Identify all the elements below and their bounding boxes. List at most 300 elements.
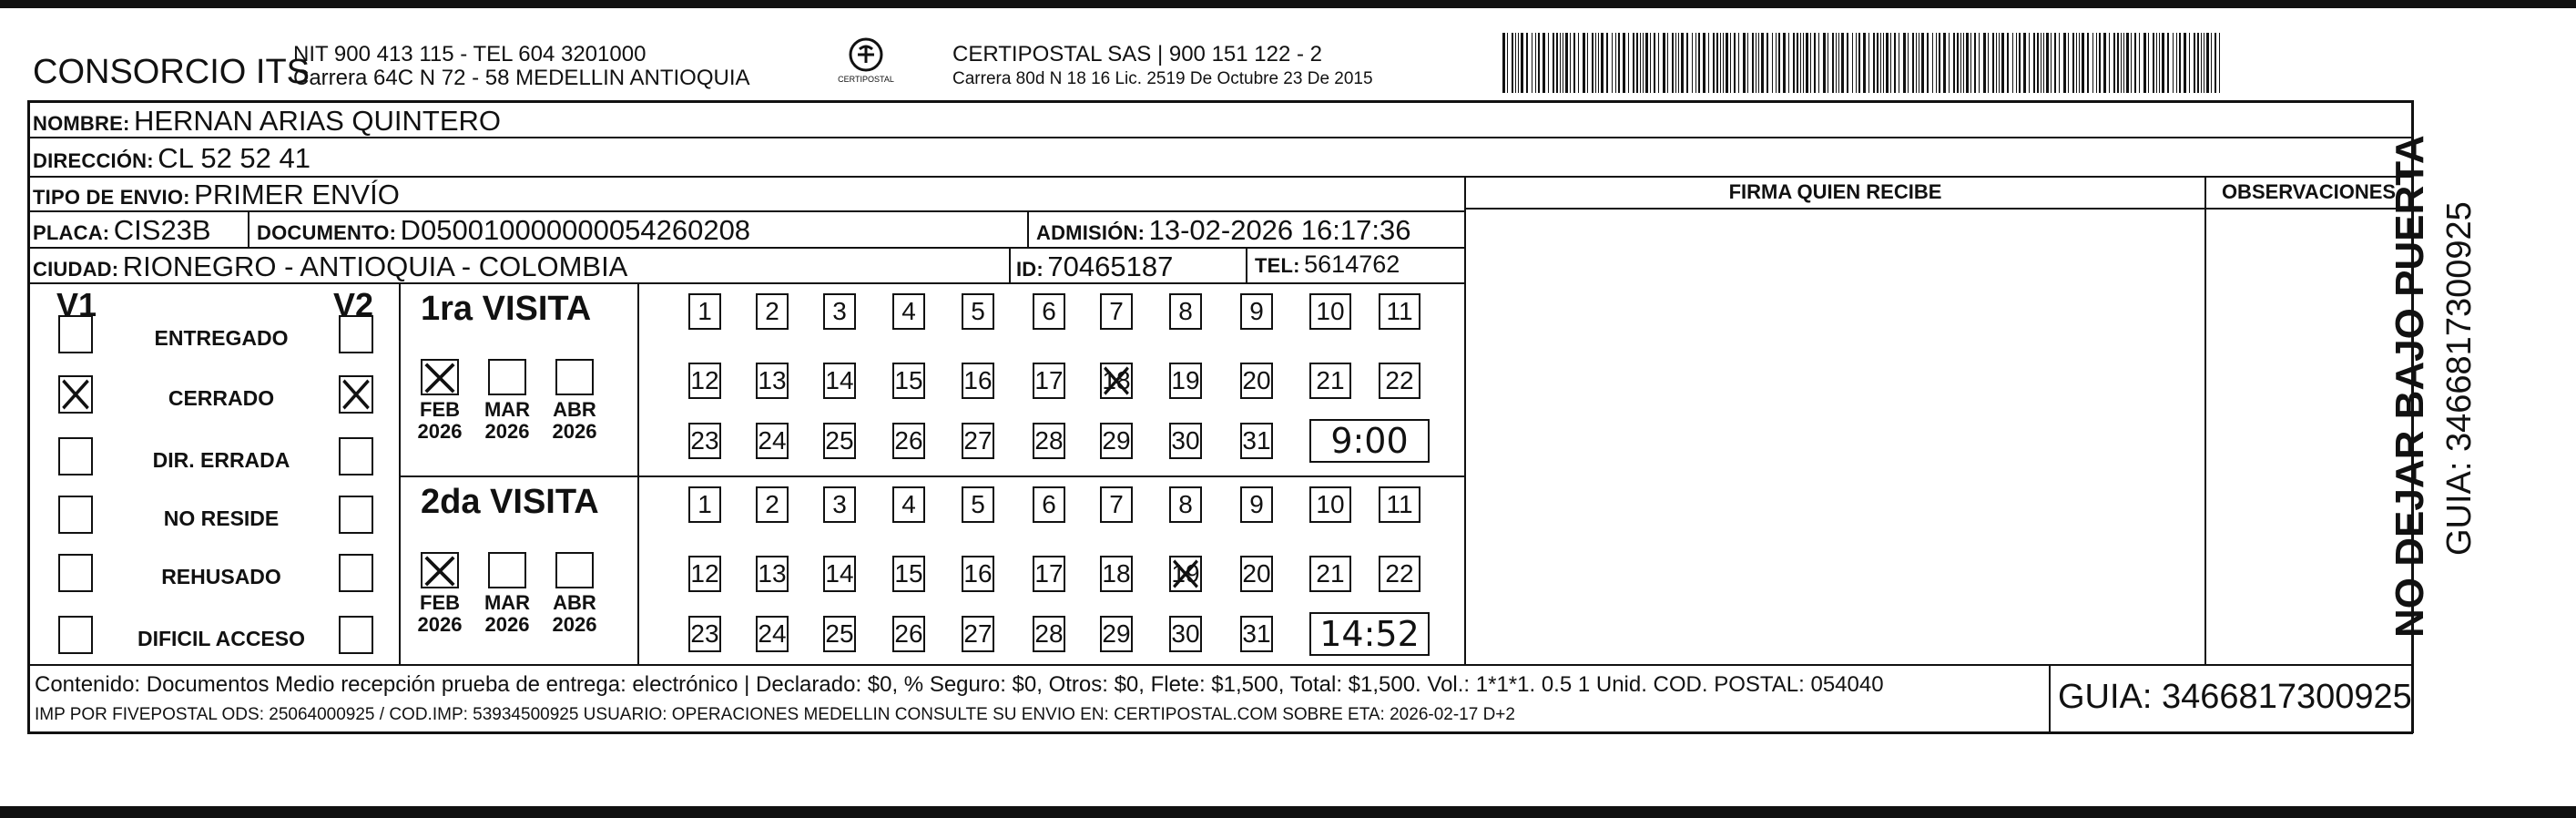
day-number: 15 xyxy=(894,559,923,588)
day-number: 15 xyxy=(894,366,923,394)
tel-value: 5614762 xyxy=(1304,251,1400,278)
day-number: 26 xyxy=(894,619,923,648)
day-number: 14 xyxy=(825,366,854,394)
v2-checkbox[interactable] xyxy=(339,315,373,353)
barcode-bar xyxy=(2131,33,2132,93)
day-box[interactable] xyxy=(1033,486,1065,523)
tel-row xyxy=(1255,251,1400,279)
direccion-value: CL 52 52 41 xyxy=(158,142,311,174)
barcode-bar xyxy=(1868,33,1869,93)
barcode-bar xyxy=(1598,33,1599,93)
day-number: 20 xyxy=(1242,366,1271,394)
day-box[interactable] xyxy=(1379,363,1420,399)
barcode-bar xyxy=(1814,33,1816,93)
barcode-bar xyxy=(1890,33,1891,93)
day-box[interactable] xyxy=(1309,363,1351,399)
barcode-bar xyxy=(1943,33,1946,93)
day-number: 10 xyxy=(1316,490,1345,518)
day-number: 9 xyxy=(1249,297,1264,325)
documento-label: DOCUMENTO: xyxy=(257,221,397,244)
barcode-bar xyxy=(1832,33,1834,93)
day-box[interactable] xyxy=(1169,556,1202,592)
barcode-bar xyxy=(1841,33,1844,93)
day-box[interactable] xyxy=(1033,423,1065,459)
id-label: ID: xyxy=(1016,258,1044,281)
day-box[interactable] xyxy=(688,363,721,399)
day-box[interactable] xyxy=(1379,556,1420,592)
day-box[interactable] xyxy=(823,616,856,652)
ciudad-label: CIUDAD: xyxy=(33,258,119,281)
v1-checkbox[interactable] xyxy=(58,437,93,475)
footer-content: Contenido: Documentos Medio recepción prueba de entrega: electrónico | Declarado: $0, % Seguro: $0, Otros: $0, Flete: $1,500, Total: $1,500. Vol.: 1*1*1. 0.5 1 Unid. COD. POSTAL: 054040 xyxy=(35,672,1884,697)
month-year: 2026 xyxy=(417,613,463,636)
barcode-bar xyxy=(1543,33,1545,93)
status-label: ENTREGADO xyxy=(154,326,289,350)
barcode-bar xyxy=(1936,33,1937,93)
form-top-border xyxy=(27,100,2413,103)
day-box[interactable] xyxy=(892,293,925,330)
barcode-bar xyxy=(1692,33,1693,93)
barcode-bar xyxy=(2037,33,2039,93)
barcode-bar xyxy=(1810,33,1811,93)
barcode-bar xyxy=(1880,33,1881,93)
barcode-bar xyxy=(2148,33,2149,93)
barcode-bar xyxy=(1548,33,1549,93)
tipo-envio-value: PRIMER ENVÍO xyxy=(194,179,400,210)
month-checkbox[interactable] xyxy=(555,359,594,395)
barcode-bar xyxy=(1720,33,1721,93)
barcode-bar xyxy=(2059,33,2060,93)
month-year: 2026 xyxy=(417,420,463,443)
barcode-bar xyxy=(1723,33,1724,93)
day-box[interactable] xyxy=(1033,556,1065,592)
barcode-bar xyxy=(1939,33,1940,93)
day-number: 29 xyxy=(1102,619,1131,648)
day-box[interactable] xyxy=(823,423,856,459)
day-number: 5 xyxy=(971,297,985,325)
barcode-bar xyxy=(2194,33,2195,93)
barcode-bar xyxy=(1518,33,1519,93)
barcode-bar xyxy=(1521,33,1523,93)
barcode-bar xyxy=(2033,33,2035,93)
month-name: ABR xyxy=(553,591,596,614)
month-checkbox[interactable] xyxy=(488,552,526,588)
day-number: 22 xyxy=(1385,366,1414,394)
day-box[interactable] xyxy=(688,293,721,330)
bottom-edge-bar xyxy=(0,806,2576,818)
barcode-bar xyxy=(1686,33,1688,93)
logo-caption: CERTIPOSTAL xyxy=(838,75,894,84)
barcode-bar xyxy=(1640,33,1641,93)
documento-value: D050010000000054260208 xyxy=(400,214,751,246)
day-number: 16 xyxy=(963,366,993,394)
day-box[interactable] xyxy=(1309,293,1351,330)
barcode-bar xyxy=(1996,33,1997,93)
company-address: Carrera 64C N 72 - 58 MEDELLIN ANTIOQUIA xyxy=(293,66,750,90)
day-number: 6 xyxy=(1042,297,1056,325)
day-number: 28 xyxy=(1034,426,1064,455)
barcode-bar xyxy=(2068,33,2069,93)
v2-checkbox[interactable] xyxy=(339,375,373,414)
barcode-bar xyxy=(2184,33,2186,93)
month-checkbox[interactable] xyxy=(555,552,594,588)
id-row xyxy=(1016,251,1173,283)
day-box[interactable] xyxy=(1240,486,1273,523)
barcode-bar xyxy=(1618,33,1620,93)
day-number: 8 xyxy=(1178,490,1193,518)
barcode-bar xyxy=(1650,33,1651,93)
day-number: 30 xyxy=(1171,426,1200,455)
day-box[interactable] xyxy=(1033,293,1065,330)
day-box[interactable] xyxy=(688,423,721,459)
barcode-bar xyxy=(2046,33,2049,93)
barcode-bar xyxy=(2103,33,2106,93)
barcode-bar xyxy=(1681,33,1684,93)
barcode-bar xyxy=(1730,33,1731,93)
barcode-bar xyxy=(2079,33,2080,93)
day-number: 11 xyxy=(1386,297,1413,325)
barcode-bar xyxy=(1992,33,1994,93)
day-box[interactable] xyxy=(823,486,856,523)
day-number: 3 xyxy=(832,490,847,518)
month-name: ABR xyxy=(553,398,596,421)
day-box[interactable] xyxy=(1240,616,1273,652)
day-box[interactable] xyxy=(756,486,789,523)
barcode-bar xyxy=(1836,33,1837,93)
v2-checkbox[interactable] xyxy=(339,496,373,534)
form-bottom-border xyxy=(27,731,2413,734)
day-number: 27 xyxy=(963,426,993,455)
day-box[interactable] xyxy=(1240,556,1273,592)
barcode-bar xyxy=(2001,33,2004,93)
day-box[interactable] xyxy=(823,556,856,592)
barcode-bar xyxy=(1797,33,1798,93)
day-box[interactable] xyxy=(1309,486,1351,523)
barcode-bar xyxy=(2143,33,2146,93)
barcode-bar xyxy=(1883,33,1884,93)
day-box[interactable] xyxy=(962,293,994,330)
month-label xyxy=(477,399,537,443)
barcode-bar xyxy=(2051,33,2052,93)
month-label xyxy=(410,592,470,636)
barcode-bar xyxy=(1970,33,1971,93)
day-box[interactable] xyxy=(1100,556,1133,592)
barcode-bar xyxy=(1612,33,1613,93)
barcode-bar xyxy=(1800,33,1801,93)
day-box[interactable] xyxy=(1100,616,1133,652)
day-number: 31 xyxy=(1242,426,1271,455)
barcode-bar xyxy=(1643,33,1644,93)
barcode-bar xyxy=(1894,33,1896,93)
day-number: 2 xyxy=(765,490,779,518)
observations-column-border xyxy=(2204,176,2206,666)
barcode-bar xyxy=(2099,33,2101,93)
day-box[interactable] xyxy=(1100,363,1133,399)
barcode-bar xyxy=(1675,33,1676,93)
barcode-bar xyxy=(1667,33,1668,93)
barcode-bar xyxy=(1601,33,1604,93)
cell-divider xyxy=(1246,247,1247,282)
row-divider xyxy=(27,247,1466,249)
admision-label: ADMISIÓN: xyxy=(1036,221,1145,244)
barcode-bar xyxy=(1776,33,1777,93)
day-number: 14 xyxy=(825,559,854,588)
month-checkbox[interactable] xyxy=(421,359,459,395)
day-box[interactable] xyxy=(1100,486,1133,523)
barcode-bar xyxy=(1560,33,1561,93)
barcode-bar xyxy=(1916,33,1917,93)
day-box[interactable] xyxy=(1169,293,1202,330)
signature-column-border xyxy=(1464,176,1466,666)
company-nit: NIT 900 413 115 - TEL 604 3201000 xyxy=(293,42,647,66)
day-box[interactable] xyxy=(892,363,925,399)
day-box[interactable] xyxy=(756,616,789,652)
v1-checkbox[interactable] xyxy=(58,315,93,353)
month-year: 2026 xyxy=(484,613,530,636)
barcode-bar xyxy=(1535,33,1536,93)
barcode-bar xyxy=(1708,33,1709,93)
barcode-bar xyxy=(1654,33,1655,93)
day-box[interactable] xyxy=(756,556,789,592)
barcode-bar xyxy=(2019,33,2021,93)
day-number: 1 xyxy=(697,490,712,518)
barcode-bar xyxy=(2121,33,2122,93)
day-number: 19 xyxy=(1171,559,1200,588)
day-number: 9 xyxy=(1249,490,1264,518)
status-label: REHUSADO xyxy=(161,565,281,588)
visit-days-border xyxy=(637,282,639,664)
barcode-bar xyxy=(2156,33,2157,93)
v1-checkbox[interactable] xyxy=(58,496,93,534)
day-box[interactable] xyxy=(1240,363,1273,399)
direccion-label: DIRECCIÓN: xyxy=(33,149,154,172)
day-number: 30 xyxy=(1171,619,1200,648)
barcode-bar xyxy=(2219,33,2220,93)
barcode-bar xyxy=(1974,33,1976,93)
day-number: 4 xyxy=(901,490,916,518)
barcode-bar xyxy=(2117,33,2119,93)
barcode-bar xyxy=(1726,33,1728,93)
barcode-bar xyxy=(2197,33,2199,93)
day-box[interactable] xyxy=(756,423,789,459)
company-name: CONSORCIO ITS xyxy=(33,53,311,91)
day-number: 6 xyxy=(1042,490,1056,518)
day-box[interactable] xyxy=(962,486,994,523)
month-label xyxy=(477,592,537,636)
barcode-bar xyxy=(1515,33,1516,93)
barcode-bar xyxy=(2139,33,2140,93)
barcode-bar xyxy=(1645,33,1648,93)
barcode-bar xyxy=(1678,33,1679,93)
nombre-label: NOMBRE: xyxy=(33,112,130,135)
admision-row xyxy=(1036,214,1410,247)
barcode-bar xyxy=(1752,33,1754,93)
v1-checkbox[interactable] xyxy=(58,375,93,414)
side-guia: GUIA: 3466817300925 xyxy=(2440,201,2479,556)
barcode-bar xyxy=(1698,33,1700,93)
day-box[interactable] xyxy=(823,293,856,330)
barcode-bar xyxy=(2029,33,2030,93)
ciudad-row xyxy=(33,251,627,283)
barcode-bar xyxy=(2179,33,2181,93)
barcode-bar xyxy=(2063,33,2066,93)
barcode-bar xyxy=(1818,33,1819,93)
day-number: 1 xyxy=(697,297,712,325)
barcode-bar xyxy=(1877,33,1879,93)
visit-title: 1ra VISITA xyxy=(421,290,592,328)
tipo-envio-row xyxy=(33,179,400,211)
carrier-address: Carrera 80d N 18 16 Lic. 2519 De Octubre 23 De 2015 xyxy=(952,69,1373,88)
barcode-bar xyxy=(1578,33,1579,93)
barcode-bar xyxy=(1979,33,1980,93)
barcode-bar xyxy=(1908,33,1909,93)
barcode-bar xyxy=(2215,33,2216,93)
v1-header: V1 xyxy=(56,286,97,323)
day-box[interactable] xyxy=(892,556,925,592)
v2-checkbox[interactable] xyxy=(339,437,373,475)
day-number: 23 xyxy=(690,619,719,648)
barcode-bar xyxy=(1863,33,1866,93)
barcode-bar xyxy=(1734,33,1736,93)
barcode-bar xyxy=(1716,33,1718,93)
ciudad-value: RIONEGRO - ANTIOQUIA - COLOMBIA xyxy=(122,251,628,282)
barcode-bar xyxy=(1553,33,1554,93)
signature-area[interactable] xyxy=(1468,211,2203,663)
day-number: 7 xyxy=(1109,297,1124,325)
barcode-bar xyxy=(1633,33,1634,93)
visit-divider xyxy=(399,475,1464,477)
barcode-bar xyxy=(1672,33,1674,93)
barcode-bar xyxy=(2082,33,2084,93)
v2-header: V2 xyxy=(333,286,374,323)
day-box[interactable] xyxy=(1240,293,1273,330)
barcode-bar xyxy=(1953,33,1955,93)
day-box[interactable] xyxy=(892,616,925,652)
day-number: 8 xyxy=(1178,297,1193,325)
day-number: 23 xyxy=(690,426,719,455)
day-number: 5 xyxy=(971,490,985,518)
day-box[interactable] xyxy=(962,616,994,652)
barcode-bar xyxy=(1695,33,1696,93)
barcode-bar xyxy=(1512,33,1513,93)
day-box[interactable] xyxy=(756,363,789,399)
barcode-bar xyxy=(1772,33,1773,93)
status-label: DIR. ERRADA xyxy=(152,448,290,472)
firma-header: FIRMA QUIEN RECIBE xyxy=(1728,180,1942,203)
v2-checkbox[interactable] xyxy=(339,616,373,654)
month-checkbox[interactable] xyxy=(488,359,526,395)
day-box[interactable] xyxy=(1169,423,1202,459)
barcode-bar xyxy=(1761,33,1764,93)
day-number: 21 xyxy=(1316,366,1345,394)
month-label xyxy=(410,399,470,443)
day-box[interactable] xyxy=(1169,486,1202,523)
day-number: 27 xyxy=(963,619,993,648)
day-box[interactable] xyxy=(962,423,994,459)
barcode-bar xyxy=(1713,33,1715,93)
day-number: 29 xyxy=(1102,426,1131,455)
observaciones-header: OBSERVACIONES xyxy=(2221,180,2397,203)
day-box[interactable] xyxy=(688,616,721,652)
day-box[interactable] xyxy=(1240,423,1273,459)
status-label: NO RESIDE xyxy=(163,506,280,530)
barcode-bar xyxy=(1983,33,1986,93)
day-box[interactable] xyxy=(1309,556,1351,592)
day-box[interactable] xyxy=(1169,616,1202,652)
day-box[interactable] xyxy=(1033,363,1065,399)
day-box[interactable] xyxy=(962,363,994,399)
day-box[interactable] xyxy=(1100,423,1133,459)
barcode-bar xyxy=(2023,33,2026,93)
day-box[interactable] xyxy=(688,486,721,523)
barcode-bar xyxy=(1856,33,1857,93)
barcode-bar xyxy=(1949,33,1950,93)
cell-divider xyxy=(248,210,249,247)
barcode-bar xyxy=(1783,33,1786,93)
v1-checkbox[interactable] xyxy=(58,554,93,592)
barcode-bar xyxy=(2016,33,2017,93)
barcode-bar xyxy=(1758,33,1759,93)
day-box[interactable] xyxy=(1169,363,1202,399)
month-label xyxy=(545,399,605,443)
barcode-bar xyxy=(1636,33,1638,93)
barcode-bar xyxy=(1873,33,1875,93)
month-checkbox[interactable] xyxy=(421,552,459,588)
form-left-border xyxy=(27,100,30,733)
day-box[interactable] xyxy=(1379,486,1420,523)
month-name: MAR xyxy=(484,591,531,614)
day-number: 26 xyxy=(894,426,923,455)
barcode-bar xyxy=(1583,33,1585,93)
observations-area[interactable] xyxy=(2208,211,2409,663)
day-box[interactable] xyxy=(892,486,925,523)
day-box[interactable] xyxy=(688,556,721,592)
barcode-bar xyxy=(1747,33,1748,93)
v1-checkbox[interactable] xyxy=(58,616,93,654)
day-box[interactable] xyxy=(823,363,856,399)
day-box[interactable] xyxy=(892,423,925,459)
barcode-bar xyxy=(1502,33,1505,93)
day-number: 25 xyxy=(825,619,854,648)
id-value: 70465187 xyxy=(1047,251,1174,282)
barcode-bar xyxy=(2201,33,2202,93)
barcode-bar xyxy=(1663,33,1665,93)
barcode-bar xyxy=(1767,33,1768,93)
v2-checkbox[interactable] xyxy=(339,554,373,592)
barcode-bar xyxy=(1838,33,1839,93)
day-box[interactable] xyxy=(1379,293,1420,330)
barcode-bar xyxy=(2054,33,2056,93)
barcode-bar xyxy=(1606,33,1608,93)
day-box[interactable] xyxy=(756,293,789,330)
day-box[interactable] xyxy=(962,556,994,592)
day-box[interactable] xyxy=(1100,293,1133,330)
barcode-bar xyxy=(1623,33,1625,93)
handwritten-time: 9:00 xyxy=(1309,419,1430,463)
barcode-bar xyxy=(1587,33,1588,93)
barcode-bar xyxy=(2189,33,2190,93)
day-number: 11 xyxy=(1386,490,1413,518)
side-warning: NO DEJAR BAJO PUERTA xyxy=(2388,135,2432,638)
barcode-bar xyxy=(1803,33,1804,93)
day-box[interactable] xyxy=(1033,616,1065,652)
handwritten-time: 14:52 xyxy=(1309,612,1430,656)
day-number: 22 xyxy=(1385,559,1414,588)
day-number: 13 xyxy=(758,559,787,588)
cell-divider xyxy=(2049,664,2051,733)
day-number: 10 xyxy=(1316,297,1345,325)
day-number: 4 xyxy=(901,297,916,325)
